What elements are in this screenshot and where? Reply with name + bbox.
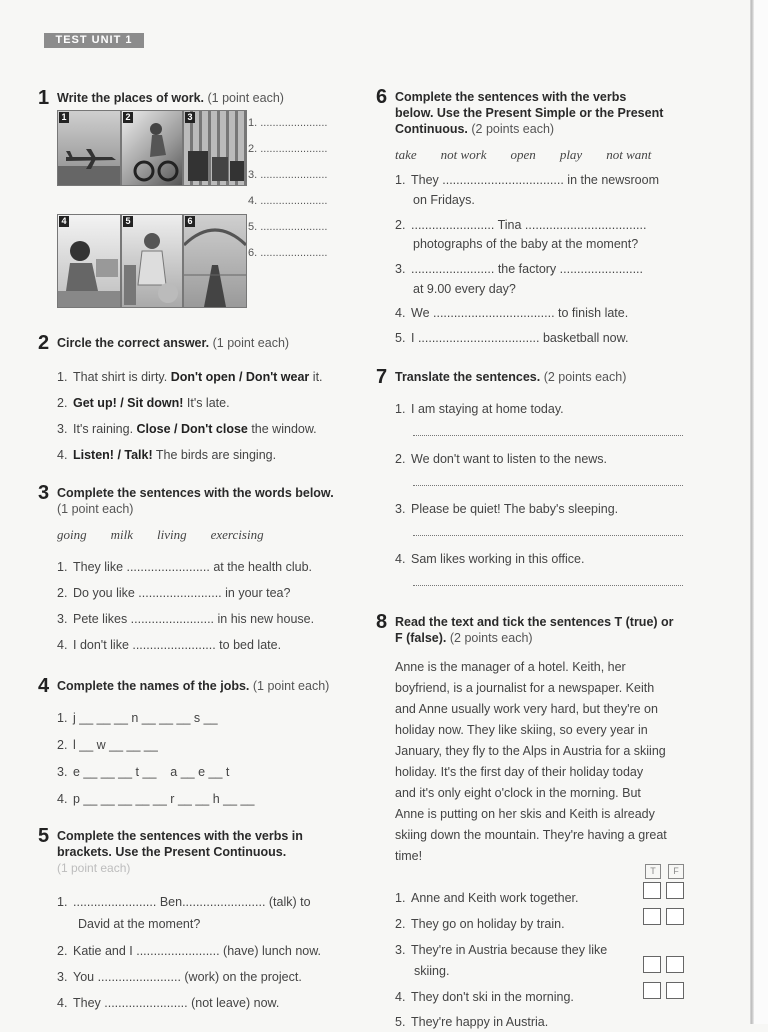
translation-answer-line[interactable]	[413, 435, 683, 436]
sentence: Sam likes working in this office.	[411, 552, 585, 566]
sentence[interactable]: Do you like ........................ in your tea?	[73, 586, 291, 600]
unit-label: TEST UNIT 1	[44, 33, 144, 48]
instruction: Continuous.	[395, 122, 468, 136]
word-option: open	[510, 147, 536, 162]
answer-blanks: 1. ...................... 2. ...................... 3. ...................... 4. ...................... 5. ...................... 6. ......................	[248, 117, 328, 259]
text-line: holiday now. They like skiing, so every year in	[395, 723, 648, 737]
sentence[interactable]: Pete likes ........................ in his new house.	[73, 612, 315, 626]
answer-choice[interactable]: Listen! / Talk!	[73, 448, 153, 462]
false-checkbox[interactable]	[666, 982, 684, 999]
list-item: 5. I ................................... basketball now.	[395, 331, 629, 345]
section-number: 2	[38, 332, 50, 354]
points: (2 points each)	[543, 370, 627, 384]
text-line: and Anne usually work very hard, but they're on	[395, 702, 658, 716]
word-option: play	[559, 147, 583, 162]
list-item-continued: photographs of the baby at the moment?	[413, 237, 639, 251]
photo-hospital	[121, 214, 183, 308]
word-option: going	[57, 527, 87, 542]
text-line: skiing down the mountain. They're having a great	[395, 828, 667, 842]
false-checkbox[interactable]	[666, 908, 684, 925]
section-title	[57, 828, 363, 876]
photo-station	[183, 214, 247, 308]
word-option: take	[395, 147, 417, 162]
list-item: 4. They ........................ (not leave) now.	[57, 996, 280, 1010]
list-item-continued: on Fridays.	[413, 193, 475, 207]
sentence[interactable]: They ................................... in the newsroom	[411, 173, 659, 187]
scan-margin	[754, 0, 768, 1024]
answer-choice[interactable]: Close / Don't close	[136, 422, 248, 436]
photo-number: 3	[185, 112, 195, 123]
answer-choice[interactable]: Don't open / Don't wear	[170, 370, 310, 384]
section-title	[57, 678, 363, 694]
list-item: 2. Get up! / Sit down! It's late.	[57, 396, 230, 410]
list-item: 1. j __ __ __ n __ __ __ s __	[57, 711, 218, 725]
photo-factory	[183, 110, 247, 186]
text-line: holiday. It's the first day of their holiday today	[395, 765, 644, 779]
office-worker-icon	[58, 215, 120, 307]
true-column-header: T	[645, 864, 661, 879]
instruction: F (false).	[395, 631, 447, 645]
instruction: Complete the sentences with the words below.	[57, 486, 334, 500]
word-option: not want	[606, 147, 652, 162]
list-item: 3. It's raining. Close / Don't close the window.	[57, 422, 317, 436]
sentence: We don't want to listen to the news.	[411, 452, 608, 466]
list-item: 4. They don't ski in the morning.	[395, 990, 574, 1004]
word-option: exercising	[210, 527, 264, 542]
section-number: 5	[38, 825, 50, 847]
instruction: Write the places of work.	[57, 91, 205, 105]
train-station-icon	[184, 215, 246, 307]
list-item: 3. ........................ the factory ........................	[395, 262, 644, 276]
job-blank[interactable]: l __ w __ __ __	[73, 738, 158, 752]
instruction: Translate the sentences.	[395, 370, 541, 384]
section-number: 3	[38, 482, 50, 504]
statement: They go on holiday by train.	[411, 917, 565, 931]
text-line: boyfriend, is a journalist for a newspaper. Keith	[395, 681, 655, 695]
list-item: 2. They go on holiday by train.	[395, 917, 565, 931]
text-line: Anne is the manager of a hotel. Keith, her	[395, 660, 626, 674]
true-checkbox[interactable]	[643, 882, 661, 899]
photo-number: 1	[59, 112, 69, 123]
list-item: 1. Anne and Keith work together.	[395, 891, 579, 905]
job-blank[interactable]: e __ __ __ t __ a __ e __ t	[73, 765, 230, 779]
section-title	[57, 90, 363, 106]
list-item-continued: David at the moment?	[78, 917, 201, 931]
section-title	[57, 485, 363, 517]
photo-number: 4	[59, 216, 69, 227]
sentence[interactable]: They ........................ (not leave) now.	[73, 996, 280, 1010]
blank-number: 6.	[248, 247, 258, 259]
instruction: Circle the correct answer.	[57, 336, 210, 350]
sentence[interactable]: They like ........................ at the health club.	[73, 560, 312, 574]
answer-choice[interactable]: Get up! / Sit down!	[73, 396, 184, 410]
job-blank[interactable]: p __ __ __ __ __ r __ __ h __ __	[73, 792, 255, 806]
list-item: 4. p __ __ __ __ __ r __ __ h __ __	[57, 792, 255, 806]
points: (1 point each)	[212, 336, 290, 350]
list-item-continued: skiing.	[414, 964, 450, 978]
section-title	[395, 369, 706, 385]
sentence[interactable]: I don't like ........................ to bed late.	[73, 638, 282, 652]
section-title	[395, 89, 706, 137]
translation-answer-line[interactable]	[413, 485, 683, 486]
list-item: 1. That shirt is dirty. Don't open / Don't wear it.	[57, 370, 323, 384]
section-title	[57, 335, 363, 351]
list-item: 2. Do you like ........................ in your tea?	[57, 586, 291, 600]
word-bank	[57, 527, 288, 543]
word-option: living	[157, 527, 187, 542]
section-title	[395, 614, 706, 646]
list-item: 1. They ................................... in the newsroom	[395, 173, 659, 187]
list-item: 5. They're happy in Austria.	[395, 1015, 549, 1029]
sentence: I am staying at home today.	[411, 402, 564, 416]
list-item: 4. I don't like ........................ to bed late.	[57, 638, 282, 652]
sentence: Please be quiet! The baby's sleeping.	[411, 502, 619, 516]
text-line: time!	[395, 849, 423, 863]
list-item-continued: at 9.00 every day?	[413, 282, 516, 296]
blank-number: 3.	[248, 169, 258, 181]
list-item: 3. Please be quiet! The baby's sleeping.	[395, 502, 619, 516]
list-item: 1. I am staying at home today.	[395, 402, 564, 416]
reading-text	[395, 657, 700, 867]
list-item: 2. l __ w __ __ __	[57, 738, 158, 752]
sentence[interactable]: ........................ Ben........................ (talk) to	[73, 895, 311, 909]
instruction: Complete the sentences with the verbs	[395, 90, 627, 104]
list-item: 4. Sam likes working in this office.	[395, 552, 585, 566]
points: (1 point each)	[57, 861, 131, 875]
instruction: Complete the sentences with the verbs in	[57, 829, 303, 843]
photo-office	[57, 214, 121, 308]
text-line: Anne is putting on her skis and Keith is already	[395, 807, 655, 821]
points: (1 point each)	[207, 91, 284, 105]
section-number: 7	[376, 366, 388, 388]
points: (1 point each)	[57, 502, 134, 516]
true-checkbox[interactable]	[643, 908, 661, 925]
nurse-icon	[122, 215, 182, 307]
section-number: 4	[38, 675, 50, 697]
blank-number: 1.	[248, 117, 258, 129]
word-bank	[395, 147, 651, 163]
section-number: 6	[376, 86, 388, 108]
sentence[interactable]: I ................................... basketball now.	[411, 331, 629, 345]
section-number: 8	[376, 611, 388, 633]
sentence[interactable]: We ................................... to finish late.	[411, 306, 629, 320]
list-item: 1. They like ........................ at the health club.	[57, 560, 312, 574]
sentence[interactable]: You ........................ (work) on the project.	[73, 970, 302, 984]
text-line: and it's only eight o'clock in the morning. But	[395, 786, 641, 800]
statement: They're in Austria because they like	[411, 943, 608, 957]
blank-number: 4.	[248, 195, 258, 207]
points: (1 point each)	[252, 679, 330, 693]
list-item: 2. ........................ Tina ...................................	[395, 218, 647, 232]
job-blank[interactable]: j __ __ __ n __ __ __ s __	[73, 711, 218, 725]
list-item: 1. ........................ Ben........................ (talk) to	[57, 895, 311, 909]
photo-airport	[57, 110, 121, 186]
list-item: 2. Katie and I ........................ (have) lunch now.	[57, 944, 322, 958]
list-item: 3. Pete likes ........................ in his new house.	[57, 612, 315, 626]
instruction: brackets. Use the Present Continuous.	[57, 845, 287, 859]
scan-edge-shadow	[750, 0, 754, 1024]
statement: They don't ski in the morning.	[411, 990, 574, 1004]
false-checkbox[interactable]	[666, 956, 684, 973]
true-checkbox[interactable]	[643, 982, 661, 999]
sentence[interactable]: ........................ the factory ........................	[411, 262, 644, 276]
text-line: January, they fly to the Alps in Austria for a skiing	[395, 744, 666, 758]
photo-gym	[121, 110, 183, 186]
list-item: 4. Listen! / Talk! The birds are singing.	[57, 448, 277, 462]
blank-number: 2.	[248, 143, 258, 155]
list-item: 3. They're in Austria because they like	[395, 943, 608, 957]
points: (2 points each)	[449, 631, 533, 645]
photo-number: 5	[123, 216, 133, 227]
instruction: Read the text and tick the sentences T (true) or	[395, 615, 674, 629]
photo-number: 6	[185, 216, 195, 227]
photo-number: 2	[123, 112, 133, 123]
blank-number: 5.	[248, 221, 258, 233]
list-item: 3. You ........................ (work) on the project.	[57, 970, 302, 984]
list-item: 4. We ................................... to finish late.	[395, 306, 629, 320]
false-checkbox[interactable]	[666, 882, 684, 899]
points: (2 points each)	[471, 122, 555, 136]
word-option: not work	[440, 147, 487, 162]
statement: They're happy in Austria.	[411, 1015, 549, 1029]
false-column-header: F	[668, 864, 684, 879]
instruction: Complete the names of the jobs.	[57, 679, 250, 693]
translation-answer-line[interactable]	[413, 535, 683, 536]
statement: Anne and Keith work together.	[411, 891, 579, 905]
sentence[interactable]: ........................ Tina ...................................	[411, 218, 647, 232]
sentence[interactable]: Katie and I ........................ (have) lunch now.	[73, 944, 322, 958]
instruction: below. Use the Present Simple or the Present	[395, 106, 664, 120]
list-item: 2. We don't want to listen to the news.	[395, 452, 608, 466]
true-checkbox[interactable]	[643, 956, 661, 973]
word-option: milk	[110, 527, 134, 542]
translation-answer-line[interactable]	[413, 585, 683, 586]
section-number: 1	[38, 87, 50, 109]
list-item: 3. e __ __ __ t __ a __ e __ t	[57, 765, 230, 779]
